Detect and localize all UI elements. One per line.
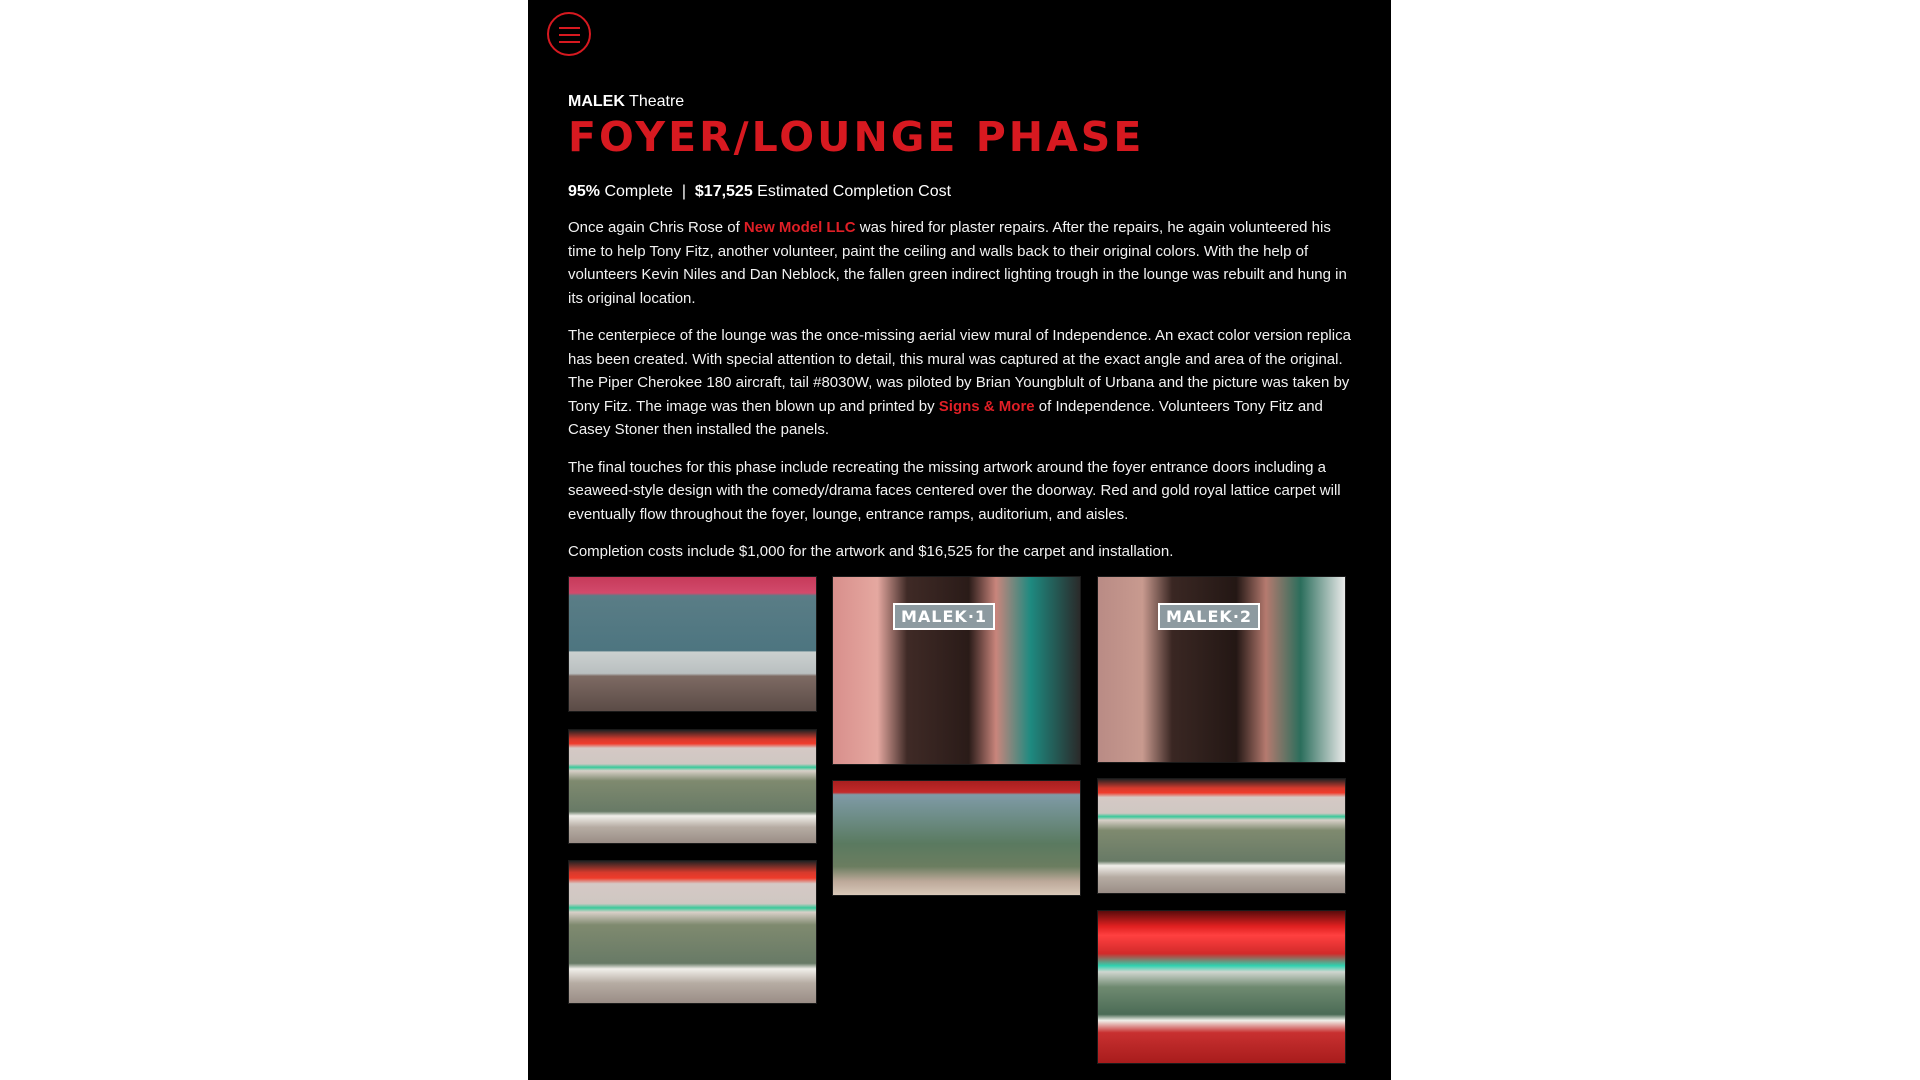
percent-label: Complete bbox=[600, 183, 673, 200]
gallery-photo[interactable] bbox=[568, 860, 817, 1004]
cost-value: $17,525 bbox=[694, 183, 753, 200]
gallery-photo[interactable] bbox=[1097, 576, 1346, 763]
article-content bbox=[568, 92, 1354, 564]
paragraph-1 bbox=[568, 216, 1354, 310]
gallery-photo[interactable] bbox=[568, 729, 817, 844]
brand-line bbox=[568, 92, 1354, 112]
hamburger-menu-icon[interactable] bbox=[547, 12, 591, 56]
paragraph-3: The final touches for this phase include recreating the missing artwork around the foyer entrance doors including a seaweed-style design with the comedy/drama faces centered over the doorway. Red and gold royal lattice carpet will eventually flow throughout the foyer, lounge, entrance ramps, auditorium, and aisles. bbox=[568, 458, 1341, 523]
signs-and-more-link[interactable]: Signs & More bbox=[938, 397, 1035, 415]
door-sign-label: MALEK·1 bbox=[893, 603, 995, 630]
phase-stats bbox=[568, 182, 1354, 202]
page-title: FOYER/LOUNGE PHASE bbox=[568, 113, 1145, 161]
brand-name-bold: MALEK bbox=[568, 93, 625, 110]
door-sign-label: MALEK·2 bbox=[1158, 603, 1260, 630]
paragraph-4: Completion costs include $1,000 for the artwork and $16,525 for the carpet and installation. bbox=[568, 543, 1174, 560]
stats-separator: | bbox=[681, 183, 686, 200]
cost-label: Estimated Completion Cost bbox=[752, 183, 952, 200]
menu-line bbox=[559, 27, 580, 29]
gallery-photo[interactable] bbox=[832, 576, 1081, 765]
p2-text-b: of Independence. Volunteers Tony Fitz and Casey Stoner then installed the panels. bbox=[568, 397, 1323, 438]
gallery-photo[interactable] bbox=[568, 576, 817, 712]
p1-text-b: was hired for plaster repairs. After the repairs, he again volunteered his time to help Tony Fitz, another volunteer, paint the ceiling and walls back to their original colors. With the help of volunteers Kevin Niles and Dan Neblock, the fallen green indirect lighting trough in the lounge was rebuilt and hung in its original location. bbox=[568, 219, 1347, 307]
percent-value: 95% bbox=[568, 183, 601, 200]
gallery-photo[interactable] bbox=[832, 780, 1081, 896]
p1-text-a: Once again Chris Rose of bbox=[568, 219, 744, 236]
menu-line bbox=[559, 41, 580, 43]
paragraph-2 bbox=[568, 324, 1354, 442]
menu-line bbox=[559, 34, 580, 36]
new-model-llc-link[interactable]: New Model LLC bbox=[743, 219, 856, 236]
gallery-photo[interactable] bbox=[1097, 910, 1346, 1064]
p2-text-a: The centerpiece of the lounge was the once-missing aerial view mural of Independence. An exact color version replica has been created. With special attention to detail, this mural was captured at the exact angle and area of the original. The Piper Cherokee 180 aircraft, tail #8030W, was piloted by Brian Youngblult of Urbana and the picture was taken by Tony Fitz. The image was then blown up and printed by bbox=[568, 327, 1351, 415]
gallery-photo[interactable] bbox=[1097, 778, 1346, 894]
brand-name-rest: Theatre bbox=[624, 93, 685, 110]
page-panel bbox=[528, 0, 1391, 1080]
